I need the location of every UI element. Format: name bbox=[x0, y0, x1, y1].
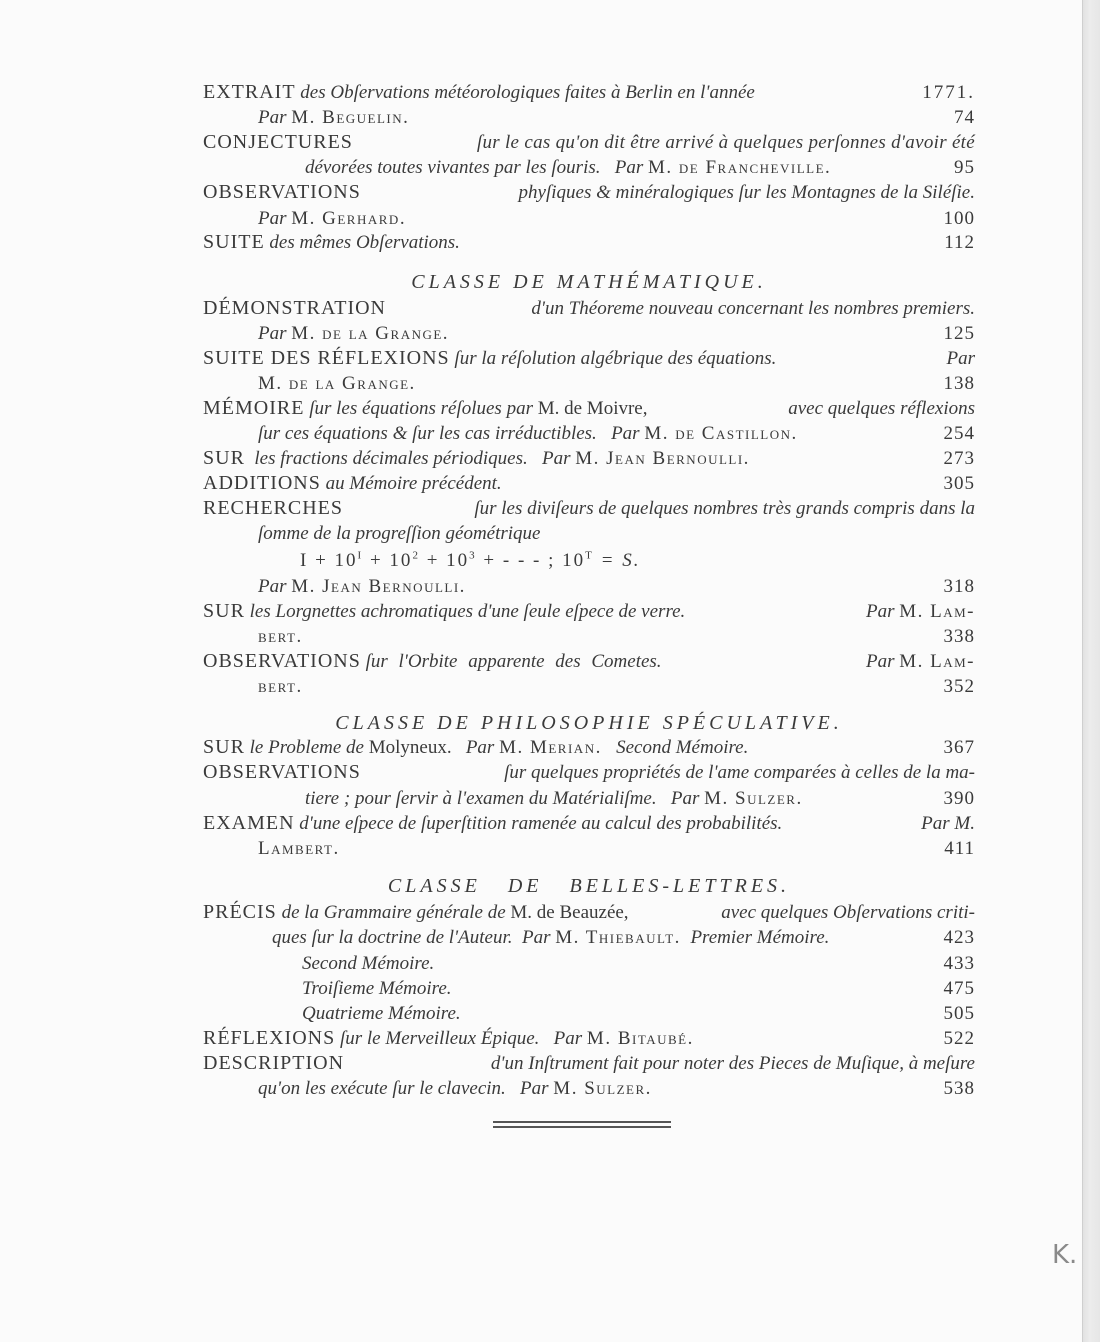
toc-entry-examen bbox=[203, 811, 975, 836]
entry-name: Molyneux. bbox=[368, 737, 452, 758]
entry-title: RECHERCHES bbox=[203, 497, 344, 519]
formula-term: = S. bbox=[593, 550, 641, 571]
entry-text-cont: ſur ces équations & ſur les cas irréductibles. bbox=[258, 423, 597, 444]
page-number: 411 bbox=[944, 838, 975, 859]
par-label: Par M. bbox=[921, 813, 975, 834]
toc-entry-description bbox=[203, 1051, 975, 1076]
entry-text: d'un Théoreme nouveau concernant les nombres premiers. bbox=[531, 298, 975, 319]
end-rule bbox=[493, 1121, 671, 1128]
page-number: 338 bbox=[943, 626, 975, 647]
par-label: Par bbox=[258, 323, 287, 344]
page-number: 505 bbox=[943, 1003, 975, 1024]
par-label: Par bbox=[611, 423, 640, 444]
toc-entry-text-cont bbox=[258, 521, 975, 546]
toc-entry-author-line bbox=[258, 674, 975, 699]
entry-text-cont: qu'on les exécute ſur le clavecin. bbox=[258, 1078, 506, 1099]
formula-exponent: T bbox=[585, 549, 594, 562]
par-label: Par bbox=[465, 737, 495, 758]
entry-name: M. de Moivre, bbox=[537, 398, 648, 419]
page-number: 522 bbox=[943, 1028, 975, 1049]
entry-author: M. Sulzer. bbox=[704, 788, 803, 809]
section-heading-philosophie: CLASSE DE PHILOSOPHIE SPÉCULATIVE. bbox=[335, 712, 843, 734]
page-number: 112 bbox=[944, 232, 975, 253]
entry-text-b: avec quelques Obſervations criti- bbox=[721, 902, 975, 923]
entry-text-b: avec quelques réflexions bbox=[788, 398, 975, 419]
entry-text: Quatrieme Mémoire. bbox=[302, 1003, 461, 1024]
entry-author: M. de la Grange. bbox=[291, 323, 450, 344]
par-label: Par bbox=[553, 1028, 583, 1049]
entry-author: M. Merian. bbox=[499, 737, 602, 758]
par-label: Par bbox=[258, 576, 287, 597]
toc-entry-sur-lorgnettes bbox=[203, 599, 975, 624]
toc-entry-author-line bbox=[258, 105, 975, 130]
toc-entry-second-memoire bbox=[302, 951, 975, 976]
entry-text: au Mémoire précédent. bbox=[325, 473, 502, 494]
formula bbox=[300, 548, 800, 573]
entry-text-cont: ſomme de la progreſſion géométrique bbox=[258, 523, 541, 544]
entry-title: SUR bbox=[203, 447, 245, 469]
entry-text: de la Grammaire générale de bbox=[281, 902, 506, 923]
toc-entry-reflexions bbox=[203, 1026, 975, 1051]
entry-author: M. Sulzer. bbox=[553, 1078, 652, 1099]
toc-entry-author-line bbox=[258, 321, 975, 346]
entry-title: EXTRAIT bbox=[203, 81, 296, 103]
page-number: 138 bbox=[943, 373, 975, 394]
formula-exponent: 2 bbox=[412, 549, 420, 562]
page-number: 475 bbox=[943, 978, 975, 999]
entry-author: M. Thiebault. bbox=[555, 927, 681, 948]
entry-text: le Probleme de bbox=[249, 737, 364, 758]
page-edge bbox=[1082, 0, 1100, 1342]
formula-exponent: 3 bbox=[469, 549, 477, 562]
entry-author: M. Jean Bernoulli. bbox=[291, 576, 466, 597]
page-number: 125 bbox=[943, 323, 975, 344]
signature-mark: K. bbox=[1052, 1240, 1078, 1270]
toc-entry-quatrieme-memoire bbox=[302, 1001, 975, 1026]
page-number: 367 bbox=[943, 737, 975, 758]
entry-author: M. de la Grange. bbox=[258, 373, 416, 394]
entry-text: phyſiques & minéralogiques ſur les Montagnes de la Siléſie. bbox=[518, 182, 975, 203]
page-number: 423 bbox=[943, 927, 975, 948]
toc-entry-author-line bbox=[258, 836, 975, 861]
entry-author: M. Bitaubé. bbox=[586, 1028, 694, 1049]
entry-text: d'un Inſtrument fait pour noter des Pieces de Muſique, à meſure bbox=[490, 1053, 975, 1074]
par-label: Par bbox=[946, 348, 975, 369]
entry-text: ſur les équations réſolues par bbox=[309, 398, 533, 419]
page-number: 254 bbox=[943, 423, 975, 444]
entry-text: ſur les diviſeurs de quelques nombres très grands compris dans la bbox=[474, 498, 975, 519]
entry-text: ſur le Merveilleux Épique. bbox=[339, 1028, 540, 1049]
toc-entry-author-line bbox=[305, 786, 975, 811]
page-number: 390 bbox=[943, 788, 975, 809]
entry-author: M. Jean Bernoulli. bbox=[575, 448, 750, 469]
entry-title: ADDITIONS bbox=[203, 472, 321, 494]
entry-name: M. de Beauzée, bbox=[510, 902, 629, 923]
par-label: Par bbox=[258, 208, 287, 229]
toc-entry-memoire bbox=[203, 396, 975, 421]
formula-term: + - - - ; 10 bbox=[476, 550, 586, 571]
entry-text-cont: ques ſur la doctrine de l'Auteur. bbox=[272, 927, 513, 948]
formula-term: + 10 bbox=[419, 550, 470, 571]
par-label: Par bbox=[521, 927, 551, 948]
par-label: Par bbox=[520, 1078, 549, 1099]
entry-text: d'une eſpece de ſuperſtition ramenée au calcul des probabilités. bbox=[299, 813, 783, 834]
entry-title: SUITE bbox=[203, 231, 265, 253]
toc-entry-suite-reflexions bbox=[203, 346, 975, 371]
entry-author: M. Beguelin. bbox=[291, 107, 410, 128]
entry-author-cont: bert. bbox=[258, 626, 303, 647]
entry-text: ſur le cas qu'on dit être arrivé à quelques perſonnes d'avoir été bbox=[476, 132, 975, 153]
entry-title: OBSERVATIONS bbox=[203, 650, 361, 672]
entry-text: des Obſervations météorologiques faites à Berlin en l'année bbox=[300, 82, 755, 103]
entry-title: RÉFLEXIONS bbox=[203, 1027, 336, 1049]
entry-text: des mêmes Obſervations. bbox=[269, 232, 460, 253]
entry-title: OBSERVATIONS bbox=[203, 761, 361, 783]
toc-entry-extrait bbox=[203, 80, 975, 105]
entry-title: SUR bbox=[203, 600, 245, 622]
toc-entry-author-line bbox=[272, 925, 975, 950]
par-label: Par bbox=[865, 601, 895, 622]
entry-author-cont: bert. bbox=[258, 676, 303, 697]
entry-author: M. Lam- bbox=[899, 601, 975, 622]
entry-title: SUITE DES RÉFLEXIONS bbox=[203, 347, 450, 369]
page-number: 95 bbox=[954, 157, 975, 178]
toc-entry-troisieme-memoire bbox=[302, 976, 975, 1001]
page-number: 74 bbox=[954, 107, 975, 128]
toc-entry-author-line bbox=[258, 371, 975, 396]
par-label: Par bbox=[542, 448, 571, 469]
toc-entry-observations-ame bbox=[203, 760, 975, 785]
formula-exponent: I bbox=[357, 549, 364, 562]
entry-extra: Second Mémoire. bbox=[616, 737, 749, 758]
entry-text: ſur quelques propriétés de l'ame comparées à celles de la ma- bbox=[504, 762, 975, 783]
toc-entry-suite bbox=[203, 230, 975, 255]
toc-entry-sur-fractions bbox=[203, 446, 975, 471]
section-heading-belles-lettres: CLASSE DE BELLES-LETTRES. bbox=[387, 875, 791, 897]
toc-entry-author-line bbox=[258, 421, 975, 446]
toc-entry-additions bbox=[203, 471, 975, 496]
entry-author: M. de Castillon. bbox=[644, 423, 798, 444]
toc-entry-author-line bbox=[258, 1076, 975, 1101]
page-number: 352 bbox=[943, 676, 975, 697]
entry-author: M. de Francheville. bbox=[648, 157, 832, 178]
entry-text: ſur la réſolution algébrique des équations. bbox=[454, 348, 777, 369]
par-label: Par bbox=[670, 788, 700, 809]
par-label: Par bbox=[614, 157, 644, 178]
entry-author: M. Lam- bbox=[899, 651, 975, 672]
par-label: Par bbox=[865, 651, 895, 672]
toc-entry-observations-orbite bbox=[203, 649, 975, 674]
section-heading-mathematique: CLASSE DE MATHÉMATIQUE. bbox=[411, 271, 767, 293]
toc-entry-conjectures bbox=[203, 130, 975, 155]
toc-entry-observations bbox=[203, 180, 975, 205]
entry-title: DÉMONSTRATION bbox=[203, 297, 386, 319]
par-label: Par bbox=[258, 107, 287, 128]
entry-text: Troiſieme Mémoire. bbox=[302, 978, 452, 999]
formula-term: I + 10 bbox=[300, 550, 358, 571]
page-number: 318 bbox=[943, 576, 975, 597]
page-number: 538 bbox=[943, 1078, 975, 1099]
entry-title: DESCRIPTION bbox=[203, 1052, 345, 1074]
entry-text: les Lorgnettes achromatiques d'une ſeule eſpece de verre. bbox=[249, 601, 686, 622]
toc-entry-sur-molyneux bbox=[203, 735, 975, 760]
entry-text: ſur l'Orbite apparente des Cometes. bbox=[365, 651, 662, 672]
entry-author: Lambert. bbox=[258, 838, 340, 859]
entry-text-cont: dévorées toutes vivantes par les ſouris. bbox=[305, 157, 601, 178]
formula-term: + 10 bbox=[363, 550, 413, 571]
page-number: 433 bbox=[943, 953, 975, 974]
toc-entry-author-line bbox=[258, 206, 975, 231]
toc-entry-demonstration bbox=[203, 296, 975, 321]
entry-text-cont: tiere ; pour ſervir à l'examen du Matérialiſme. bbox=[305, 788, 657, 809]
toc-entry-author-line bbox=[258, 574, 975, 599]
entry-author: M. Gerhard. bbox=[291, 208, 407, 229]
entry-title: EXAMEN bbox=[203, 812, 295, 834]
page-number: 273 bbox=[943, 448, 975, 469]
page-number: 100 bbox=[943, 208, 975, 229]
entry-title: SUR bbox=[203, 736, 245, 758]
toc-entry-author-line bbox=[305, 155, 975, 180]
toc-entry-recherches bbox=[203, 496, 975, 521]
toc-entry-author-line bbox=[258, 624, 975, 649]
entry-year: 1771. bbox=[922, 82, 975, 103]
entry-title: CONJECTURES bbox=[203, 131, 353, 153]
entry-title: MÉMOIRE bbox=[203, 397, 305, 419]
page-number: 305 bbox=[943, 473, 975, 494]
entry-title: PRÉCIS bbox=[203, 901, 277, 923]
entry-extra: Premier Mémoire. bbox=[690, 927, 830, 948]
entry-title: OBSERVATIONS bbox=[203, 181, 361, 203]
toc-entry-precis bbox=[203, 900, 975, 925]
entry-text: les fractions décimales périodiques. bbox=[254, 448, 528, 469]
entry-text: Second Mémoire. bbox=[302, 953, 435, 974]
